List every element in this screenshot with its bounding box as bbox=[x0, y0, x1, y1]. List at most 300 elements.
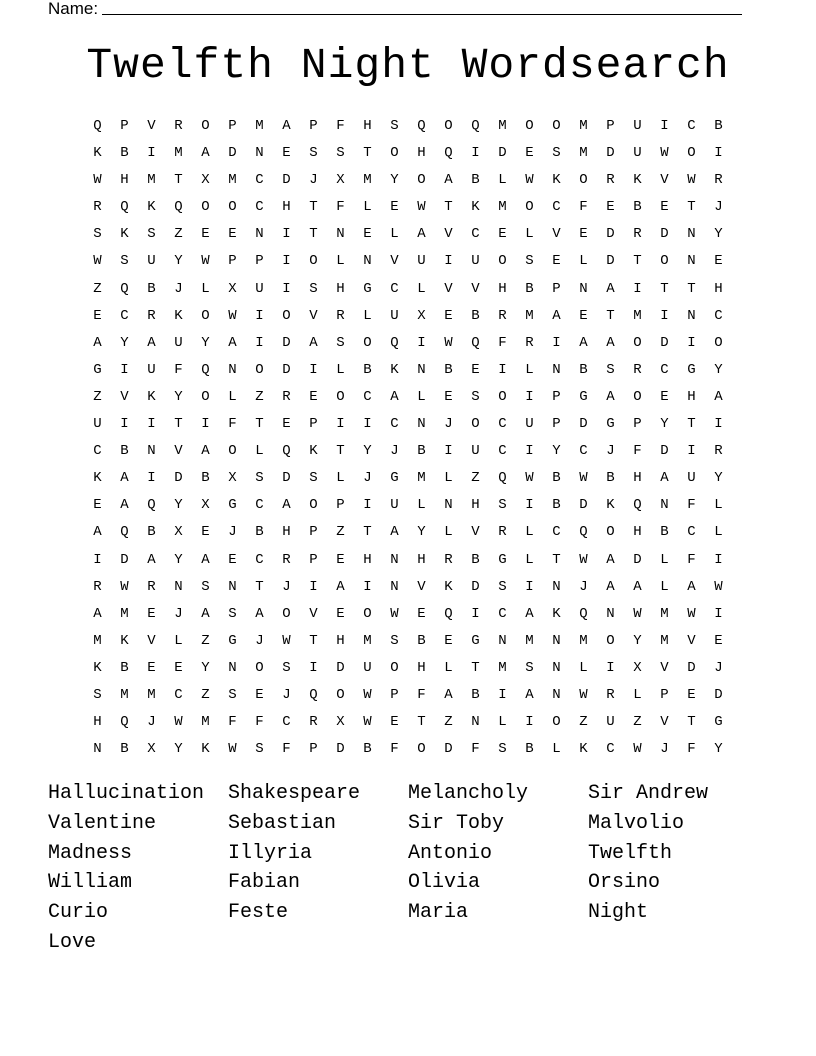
grid-letter: M bbox=[363, 172, 372, 189]
grid-letter: I bbox=[498, 361, 507, 378]
grid-letter: D bbox=[498, 145, 507, 162]
grid-letter: B bbox=[525, 741, 534, 758]
grid-letter: I bbox=[147, 145, 156, 162]
grid-letter: N bbox=[174, 578, 183, 595]
grid-row bbox=[84, 195, 732, 222]
grid-letter: H bbox=[336, 280, 345, 297]
grid-letter: M bbox=[228, 172, 237, 189]
grid-letter: Y bbox=[714, 741, 723, 758]
grid-letter: M bbox=[579, 118, 588, 134]
grid-letter: W bbox=[525, 172, 534, 189]
word-list-item: Maria bbox=[408, 901, 469, 925]
grid-letter: J bbox=[579, 578, 588, 595]
grid-letter: B bbox=[471, 551, 480, 568]
grid-letter: S bbox=[390, 118, 399, 134]
grid-letter: H bbox=[282, 199, 291, 216]
grid-letter: S bbox=[282, 659, 291, 676]
grid-letter: O bbox=[417, 741, 426, 758]
grid-letter: I bbox=[255, 334, 264, 351]
grid-letter: E bbox=[147, 605, 156, 622]
grid-letter: G bbox=[228, 632, 237, 649]
grid-letter: E bbox=[444, 307, 453, 324]
grid-letter: A bbox=[201, 551, 210, 568]
grid-letter: O bbox=[471, 416, 480, 433]
grid-letter: R bbox=[444, 551, 453, 568]
grid-letter: O bbox=[309, 253, 318, 270]
grid-letter: K bbox=[390, 361, 399, 378]
grid-letter: N bbox=[552, 659, 561, 676]
grid-letter: O bbox=[633, 334, 642, 351]
grid-letter: Z bbox=[336, 524, 345, 541]
grid-letter: D bbox=[336, 659, 345, 676]
grid-letter: F bbox=[471, 741, 480, 758]
grid-letter: K bbox=[93, 145, 102, 162]
page-title: Twelfth Night Wordsearch bbox=[86, 41, 730, 90]
grid-letter: A bbox=[606, 551, 615, 568]
grid-letter: A bbox=[120, 470, 129, 487]
grid-row bbox=[84, 114, 732, 141]
grid-letter: C bbox=[714, 307, 723, 324]
grid-letter: B bbox=[714, 118, 723, 134]
grid-letter: T bbox=[255, 578, 264, 595]
grid-letter: L bbox=[498, 172, 507, 189]
grid-letter: M bbox=[120, 686, 129, 703]
grid-letter: J bbox=[363, 470, 372, 487]
grid-letter: B bbox=[471, 686, 480, 703]
grid-letter: M bbox=[498, 199, 507, 216]
grid-letter: I bbox=[147, 470, 156, 487]
grid-letter: J bbox=[174, 605, 183, 622]
grid-letter: W bbox=[228, 741, 237, 758]
grid-letter: U bbox=[633, 145, 642, 162]
grid-letter: I bbox=[525, 578, 534, 595]
grid-letter: Y bbox=[390, 172, 399, 189]
grid-letter: A bbox=[525, 686, 534, 703]
grid-letter: P bbox=[309, 741, 318, 758]
grid-letter: O bbox=[201, 199, 210, 216]
grid-letter: C bbox=[282, 714, 291, 731]
grid-letter: A bbox=[525, 605, 534, 622]
grid-letter: I bbox=[714, 416, 723, 433]
grid-letter: L bbox=[417, 388, 426, 405]
grid-letter: G bbox=[363, 280, 372, 297]
grid-letter: N bbox=[498, 632, 507, 649]
grid-letter: E bbox=[282, 416, 291, 433]
grid-letter: W bbox=[633, 605, 642, 622]
grid-letter: N bbox=[255, 226, 264, 243]
grid-letter: M bbox=[363, 632, 372, 649]
grid-letter: U bbox=[525, 416, 534, 433]
grid-letter: I bbox=[714, 551, 723, 568]
grid-letter: D bbox=[282, 172, 291, 189]
grid-letter: K bbox=[552, 605, 561, 622]
grid-letter: X bbox=[336, 172, 345, 189]
grid-letter: D bbox=[660, 226, 669, 243]
grid-letter: I bbox=[525, 714, 534, 731]
grid-letter: J bbox=[309, 172, 318, 189]
grid-letter: F bbox=[687, 551, 696, 568]
grid-letter: L bbox=[525, 361, 534, 378]
grid-letter: H bbox=[363, 118, 372, 134]
grid-letter: U bbox=[417, 253, 426, 270]
grid-row bbox=[84, 710, 732, 737]
grid-letter: S bbox=[93, 226, 102, 243]
grid-letter: B bbox=[255, 524, 264, 541]
grid-letter: L bbox=[525, 524, 534, 541]
grid-letter: I bbox=[363, 578, 372, 595]
grid-letter: T bbox=[336, 443, 345, 460]
grid-letter: Y bbox=[174, 741, 183, 758]
grid-letter: T bbox=[471, 659, 480, 676]
grid-letter: M bbox=[579, 145, 588, 162]
grid-letter: C bbox=[471, 226, 480, 243]
grid-letter: P bbox=[309, 118, 318, 134]
grid-letter: V bbox=[471, 280, 480, 297]
grid-letter: O bbox=[201, 118, 210, 134]
grid-letter: A bbox=[336, 578, 345, 595]
grid-row bbox=[84, 493, 732, 520]
grid-letter: N bbox=[336, 226, 345, 243]
grid-letter: K bbox=[174, 307, 183, 324]
grid-letter: V bbox=[660, 714, 669, 731]
grid-letter: W bbox=[714, 578, 723, 595]
grid-letter: T bbox=[444, 199, 453, 216]
grid-letter: L bbox=[525, 551, 534, 568]
grid-letter: E bbox=[336, 551, 345, 568]
grid-letter: F bbox=[498, 334, 507, 351]
grid-letter: S bbox=[498, 497, 507, 514]
grid-letter: K bbox=[552, 172, 561, 189]
grid-letter: L bbox=[444, 659, 453, 676]
grid-letter: W bbox=[660, 145, 669, 162]
grid-letter: Q bbox=[120, 714, 129, 731]
grid-letter: O bbox=[282, 605, 291, 622]
grid-letter: B bbox=[552, 497, 561, 514]
grid-letter: R bbox=[282, 388, 291, 405]
grid-letter: P bbox=[255, 253, 264, 270]
grid-letter: R bbox=[93, 578, 102, 595]
grid-letter: R bbox=[282, 551, 291, 568]
grid-letter: S bbox=[309, 145, 318, 162]
grid-letter: E bbox=[390, 714, 399, 731]
grid-letter: E bbox=[93, 307, 102, 324]
grid-letter: U bbox=[147, 361, 156, 378]
grid-letter: E bbox=[417, 605, 426, 622]
grid-letter: N bbox=[228, 578, 237, 595]
grid-letter: L bbox=[552, 741, 561, 758]
grid-letter: Z bbox=[444, 714, 453, 731]
grid-letter: Q bbox=[309, 686, 318, 703]
grid-letter: E bbox=[444, 388, 453, 405]
grid-letter: I bbox=[309, 578, 318, 595]
grid-letter: E bbox=[255, 686, 264, 703]
grid-letter: T bbox=[309, 226, 318, 243]
grid-letter: I bbox=[714, 145, 723, 162]
grid-letter: Y bbox=[174, 497, 183, 514]
grid-letter: M bbox=[255, 118, 264, 134]
grid-letter: L bbox=[174, 632, 183, 649]
grid-letter: X bbox=[228, 280, 237, 297]
grid-letter: Q bbox=[471, 334, 480, 351]
grid-letter: D bbox=[660, 334, 669, 351]
grid-letter: L bbox=[336, 253, 345, 270]
grid-letter: T bbox=[309, 632, 318, 649]
grid-letter: S bbox=[228, 686, 237, 703]
grid-letter: O bbox=[390, 659, 399, 676]
grid-letter: A bbox=[606, 388, 615, 405]
grid-letter: O bbox=[606, 632, 615, 649]
grid-letter: I bbox=[147, 416, 156, 433]
grid-letter: D bbox=[174, 470, 183, 487]
grid-letter: P bbox=[228, 253, 237, 270]
grid-letter: F bbox=[336, 118, 345, 134]
grid-letter: S bbox=[255, 741, 264, 758]
grid-letter: Y bbox=[417, 524, 426, 541]
grid-letter: S bbox=[120, 253, 129, 270]
grid-letter: E bbox=[579, 226, 588, 243]
grid-letter: O bbox=[606, 524, 615, 541]
grid-letter: H bbox=[633, 524, 642, 541]
grid-letter: E bbox=[282, 145, 291, 162]
grid-letter: I bbox=[282, 280, 291, 297]
grid-letter: Y bbox=[201, 334, 210, 351]
word-list-item: William bbox=[48, 871, 133, 895]
grid-letter: A bbox=[444, 686, 453, 703]
grid-letter: N bbox=[687, 226, 696, 243]
grid-letter: W bbox=[444, 334, 453, 351]
word-list-item: Hallucination bbox=[48, 782, 205, 805]
grid-letter: W bbox=[174, 714, 183, 731]
grid-row bbox=[84, 683, 732, 710]
grid-letter: L bbox=[579, 253, 588, 270]
grid-letter: C bbox=[255, 497, 264, 514]
grid-letter: M bbox=[525, 632, 534, 649]
grid-letter: I bbox=[606, 659, 615, 676]
grid-letter: D bbox=[282, 470, 291, 487]
grid-letter: Q bbox=[579, 524, 588, 541]
grid-letter: D bbox=[606, 253, 615, 270]
grid-letter: P bbox=[660, 686, 669, 703]
grid-letter: K bbox=[606, 497, 615, 514]
grid-letter: U bbox=[255, 280, 264, 297]
grid-letter: S bbox=[552, 145, 561, 162]
grid-letter: M bbox=[174, 145, 183, 162]
grid-letter: Z bbox=[174, 226, 183, 243]
grid-letter: I bbox=[633, 280, 642, 297]
grid-letter: J bbox=[174, 280, 183, 297]
grid-letter: B bbox=[201, 470, 210, 487]
grid-row bbox=[84, 358, 732, 385]
grid-letter: E bbox=[687, 686, 696, 703]
grid-letter: V bbox=[687, 632, 696, 649]
grid-letter: N bbox=[552, 578, 561, 595]
grid-letter: B bbox=[417, 443, 426, 460]
grid-letter: L bbox=[660, 578, 669, 595]
grid-letter: A bbox=[201, 145, 210, 162]
grid-letter: F bbox=[174, 361, 183, 378]
grid-letter: C bbox=[174, 686, 183, 703]
grid-letter: Z bbox=[201, 686, 210, 703]
grid-letter: L bbox=[525, 226, 534, 243]
grid-letter: K bbox=[579, 741, 588, 758]
grid-letter: K bbox=[201, 741, 210, 758]
grid-letter: M bbox=[525, 307, 534, 324]
grid-letter: N bbox=[579, 280, 588, 297]
grid-letter: Z bbox=[471, 470, 480, 487]
grid-letter: G bbox=[579, 388, 588, 405]
grid-letter: D bbox=[471, 578, 480, 595]
grid-letter: H bbox=[417, 659, 426, 676]
grid-letter: L bbox=[228, 388, 237, 405]
grid-letter: M bbox=[660, 632, 669, 649]
grid-letter: L bbox=[201, 280, 210, 297]
name-underline[interactable] bbox=[102, 0, 742, 15]
grid-letter: C bbox=[390, 280, 399, 297]
grid-letter: N bbox=[93, 741, 102, 758]
grid-letter: J bbox=[282, 686, 291, 703]
grid-letter: J bbox=[147, 714, 156, 731]
grid-letter: U bbox=[93, 416, 102, 433]
grid-letter: A bbox=[552, 307, 561, 324]
grid-letter: R bbox=[714, 172, 723, 189]
grid-letter: Y bbox=[660, 416, 669, 433]
grid-letter: H bbox=[471, 497, 480, 514]
grid-letter: X bbox=[336, 714, 345, 731]
grid-letter: S bbox=[336, 334, 345, 351]
grid-letter: S bbox=[309, 280, 318, 297]
grid-letter: X bbox=[228, 470, 237, 487]
grid-letter: D bbox=[687, 659, 696, 676]
grid-row bbox=[84, 575, 732, 602]
word-list-item: Sir Andrew bbox=[588, 782, 709, 805]
grid-letter: F bbox=[282, 741, 291, 758]
word-list-item: Sebastian bbox=[228, 811, 337, 835]
grid-letter: T bbox=[687, 280, 696, 297]
grid-letter: Y bbox=[174, 551, 183, 568]
grid-letter: V bbox=[120, 388, 129, 405]
grid-letter: H bbox=[120, 172, 129, 189]
grid-letter: G bbox=[471, 632, 480, 649]
grid-letter: X bbox=[174, 524, 183, 541]
grid-letter: M bbox=[93, 632, 102, 649]
grid-letter: E bbox=[660, 199, 669, 216]
grid-letter: G bbox=[93, 361, 102, 378]
grid-letter: E bbox=[579, 307, 588, 324]
grid-letter: I bbox=[471, 145, 480, 162]
grid-letter: C bbox=[120, 307, 129, 324]
grid-letter: L bbox=[417, 497, 426, 514]
grid-letter: D bbox=[606, 226, 615, 243]
grid-letter: S bbox=[525, 253, 534, 270]
grid-letter: C bbox=[606, 741, 615, 758]
grid-letter: D bbox=[282, 334, 291, 351]
grid-letter: C bbox=[498, 443, 507, 460]
grid-row bbox=[84, 602, 732, 629]
grid-letter: S bbox=[93, 686, 102, 703]
word-list-item: Valentine bbox=[48, 811, 157, 835]
grid-letter: U bbox=[606, 714, 615, 731]
grid-letter: N bbox=[390, 551, 399, 568]
grid-letter: V bbox=[471, 524, 480, 541]
grid-letter: A bbox=[120, 497, 129, 514]
grid-letter: A bbox=[606, 578, 615, 595]
grid-letter: T bbox=[174, 172, 183, 189]
grid-letter: M bbox=[417, 470, 426, 487]
grid-letter: E bbox=[363, 226, 372, 243]
grid-letter: H bbox=[633, 470, 642, 487]
grid-letter: F bbox=[336, 199, 345, 216]
grid-letter: L bbox=[363, 199, 372, 216]
grid-letter: Q bbox=[417, 118, 426, 134]
grid-letter: G bbox=[498, 551, 507, 568]
grid-letter: N bbox=[687, 253, 696, 270]
grid-row bbox=[84, 249, 732, 276]
grid-letter: V bbox=[147, 118, 156, 134]
grid-letter: O bbox=[444, 118, 453, 134]
grid-letter: O bbox=[417, 172, 426, 189]
grid-letter: A bbox=[633, 578, 642, 595]
grid-letter: U bbox=[147, 253, 156, 270]
grid-letter: H bbox=[714, 280, 723, 297]
grid-letter: X bbox=[633, 659, 642, 676]
grid-letter: U bbox=[471, 443, 480, 460]
grid-letter: L bbox=[336, 470, 345, 487]
grid-letter: Z bbox=[93, 388, 102, 405]
grid-letter: O bbox=[336, 686, 345, 703]
grid-letter: F bbox=[687, 497, 696, 514]
grid-letter: J bbox=[660, 741, 669, 758]
grid-letter: O bbox=[525, 199, 534, 216]
grid-letter: F bbox=[390, 741, 399, 758]
grid-letter: Z bbox=[93, 280, 102, 297]
grid-letter: D bbox=[660, 443, 669, 460]
grid-letter: D bbox=[120, 551, 129, 568]
grid-letter: K bbox=[120, 226, 129, 243]
grid-letter: S bbox=[309, 470, 318, 487]
grid-letter: O bbox=[714, 334, 723, 351]
grid-letter: T bbox=[633, 253, 642, 270]
grid-letter: N bbox=[417, 361, 426, 378]
grid-letter: V bbox=[417, 578, 426, 595]
grid-letter: W bbox=[579, 470, 588, 487]
grid-letter: L bbox=[714, 497, 723, 514]
grid-letter: I bbox=[498, 686, 507, 703]
grid-letter: S bbox=[498, 741, 507, 758]
word-list-item: Illyria bbox=[228, 841, 313, 865]
grid-letter: E bbox=[498, 226, 507, 243]
grid-letter: E bbox=[660, 388, 669, 405]
grid-letter: N bbox=[417, 416, 426, 433]
grid-letter: R bbox=[714, 443, 723, 460]
grid-letter: B bbox=[660, 524, 669, 541]
grid-letter: C bbox=[552, 524, 561, 541]
grid-letter: F bbox=[417, 686, 426, 703]
grid-letter: W bbox=[93, 172, 102, 189]
word-list-item: Madness bbox=[48, 841, 133, 865]
grid-letter: J bbox=[390, 443, 399, 460]
grid-letter: R bbox=[498, 307, 507, 324]
grid-letter: Z bbox=[633, 714, 642, 731]
grid-letter: L bbox=[444, 524, 453, 541]
grid-letter: I bbox=[444, 443, 453, 460]
grid-letter: B bbox=[147, 280, 156, 297]
grid-letter: R bbox=[498, 524, 507, 541]
grid-letter: I bbox=[714, 605, 723, 622]
grid-letter: J bbox=[444, 416, 453, 433]
grid-letter: O bbox=[363, 605, 372, 622]
grid-letter: E bbox=[201, 524, 210, 541]
grid-letter: K bbox=[93, 470, 102, 487]
